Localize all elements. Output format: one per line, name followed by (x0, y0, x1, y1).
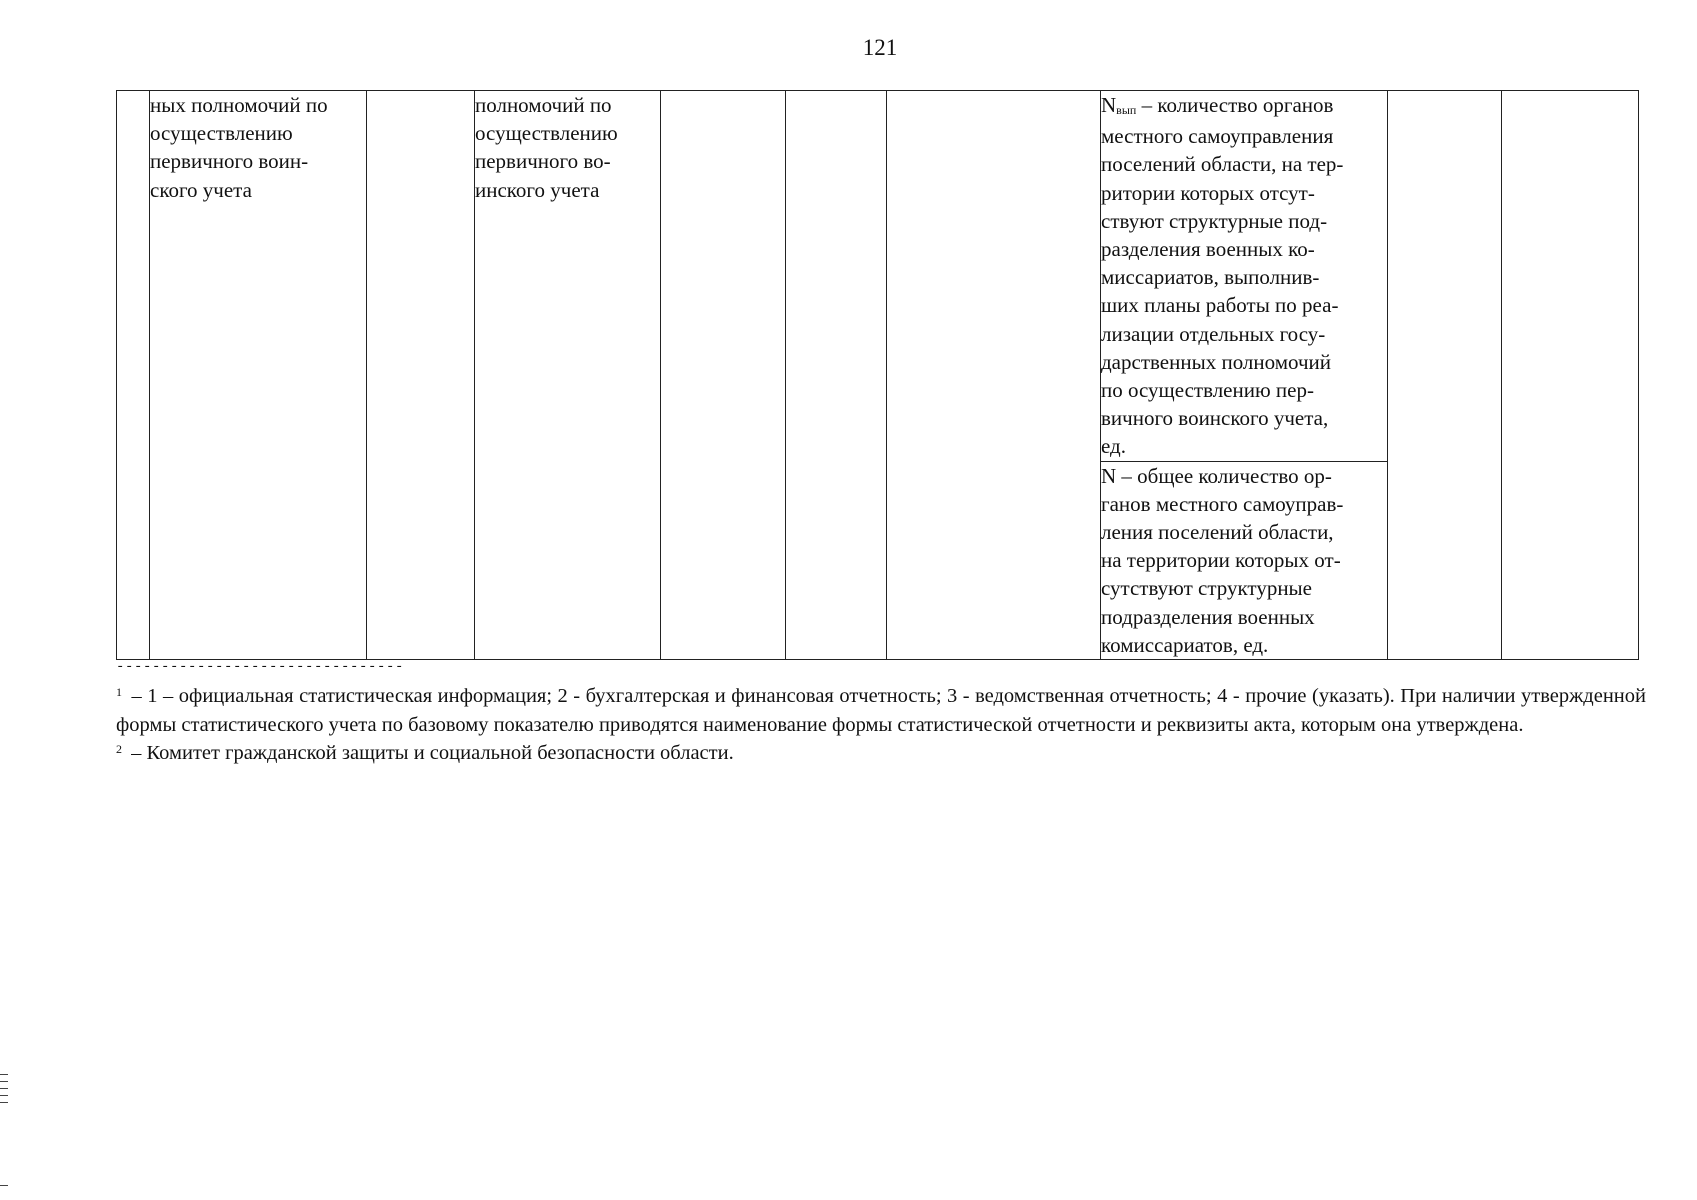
formula-variables-table (1101, 91, 1387, 659)
nvyp-subscript: вып (1116, 103, 1137, 117)
indicator-table (116, 90, 1639, 660)
table-row (117, 91, 1639, 660)
table-cell-col5 (661, 91, 786, 660)
scan-edge-mark (0, 1088, 8, 1089)
formula-variable-row (1101, 461, 1387, 659)
authority-name-text: ных полномочий по осуществлению первичного воин- ского учета (150, 93, 328, 202)
footnote-2-marker: 2 (116, 742, 122, 756)
footnotes (116, 682, 1646, 768)
table-cell-col10 (1502, 91, 1639, 660)
nvyp-symbol: N (1101, 93, 1117, 117)
footnote-1-marker: 1 (116, 685, 122, 699)
formula-variable-row (1101, 91, 1387, 461)
scan-edge-mark (0, 1095, 8, 1096)
table-cell-formula-variables (1101, 91, 1388, 660)
page-number: 121 (862, 35, 898, 60)
footnote-separator: -------------------------------- (116, 659, 405, 675)
table-cell-col3 (367, 91, 475, 660)
footnote-2-text: – Комитет гражданской защиты и социальной безопасности области. (126, 742, 734, 764)
footnote-2 (116, 739, 1646, 768)
table-cell-col6 (786, 91, 887, 660)
scan-edge-mark (0, 1081, 8, 1082)
indicator-name-text: полномочий по осуществлению первичного во- инского учета (475, 93, 618, 202)
n-definition (1101, 461, 1387, 659)
nvyp-definition (1101, 91, 1387, 461)
table-cell-col7 (887, 91, 1101, 660)
scan-edge-mark (0, 1185, 8, 1186)
table-cell-col4 (475, 91, 661, 660)
table-cell-col1 (117, 91, 150, 660)
scan-edge-mark (0, 1074, 8, 1075)
n-description: N – общее количество ор- ганов местного самоуправ- ления поселений области, на территории которых от- сутствуют структурные подразделения военных комиссариатов, ед. (1101, 463, 1344, 657)
scan-edge-mark (0, 1102, 8, 1103)
table-cell-col2 (150, 91, 367, 660)
table-cell-col9 (1388, 91, 1502, 660)
footnote-1-text: – 1 – официальная статистическая информация; 2 - бухгалтерская и финансовая отчетность; 3 - ведомственная отчетность; 4 - прочие (указать). При наличии утвержденной формы статистического учета по базовому показателю приводятся наименование формы статистической отчетности и реквизиты акта, которым она утверждена. (116, 685, 1646, 736)
nvyp-description: – количество органов местного самоуправления поселений области, на тер- ритории которых отсут- ствуют структурные под- разделения военных ко- миссариатов, выполнив- ших планы работы по реа- лизации отдельных госу- дарственных полномочий по осуществлению пер- вичного воинского учета, ед. (1101, 93, 1344, 459)
footnote-1 (116, 682, 1646, 739)
